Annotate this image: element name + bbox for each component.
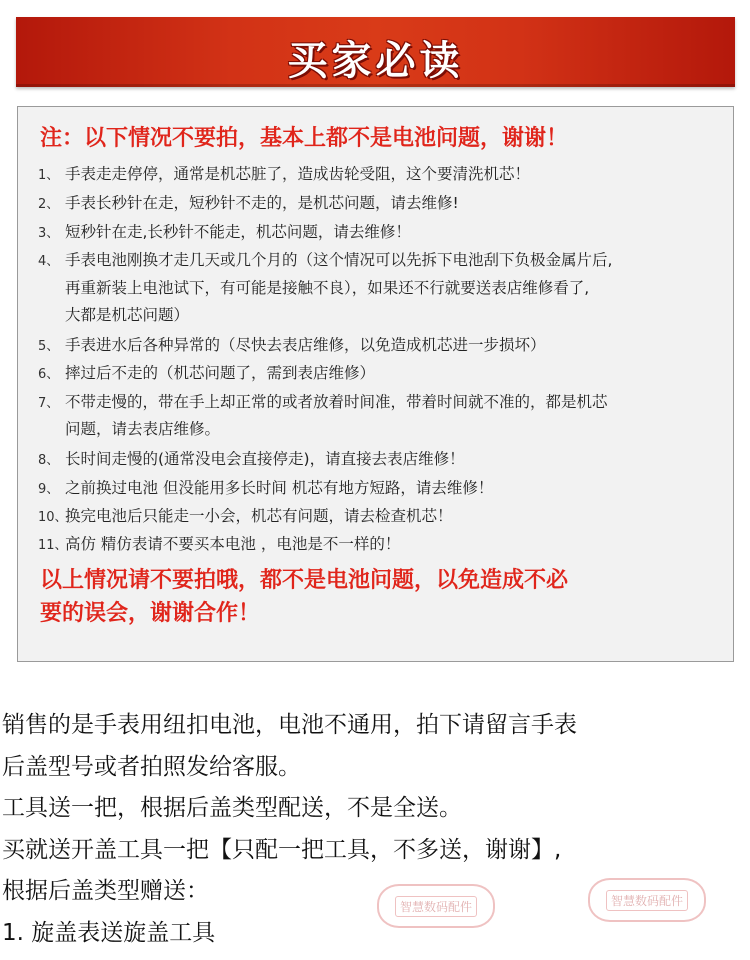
- list-item: [38, 220, 411, 242]
- item-number: 1、: [38, 168, 60, 183]
- item-text-continued: 大都是机芯问题）: [65, 306, 190, 324]
- list-item: [38, 504, 453, 526]
- watermark-stamp: [588, 878, 706, 922]
- notice-footer-line: 要的误会，谢谢合作！: [40, 601, 261, 626]
- title-banner: [16, 17, 735, 87]
- item-number: 7、: [38, 396, 60, 411]
- banner-title: 买家必读: [287, 38, 464, 84]
- list-item: [38, 532, 400, 554]
- list-item: [38, 361, 375, 383]
- item-number: 3、: [38, 226, 60, 241]
- item-text-continued: 再重新装上电池试下，有可能是接触不良），如果还不行就要送表店维修看了,: [65, 279, 590, 297]
- description-line: 1. 旋盖表送旋盖工具: [2, 920, 216, 946]
- item-text: 摔过后不走的（机芯问题了，需到表店维修）: [65, 364, 376, 382]
- list-item: [38, 333, 546, 355]
- item-text: 长时间走慢的(通常没电会直接停走)，请直接去表店维修！: [65, 450, 465, 468]
- item-number: 9、: [38, 482, 60, 497]
- item-text: 之前换过电池 但没能用多长时间 机芯有地方短路，请去维修！: [65, 479, 494, 497]
- item-text-continued: 问题，请去表店维修。: [65, 420, 221, 438]
- watermark-text: 智慧数码配件: [606, 890, 688, 911]
- description-line: 销售的是手表用纽扣电池，电池不通用，拍下请留言手表: [2, 712, 577, 738]
- item-number: 4、: [38, 254, 60, 269]
- notice-footer-line: 以上情况请不要拍哦，都不是电池问题，以免造成不必: [40, 568, 569, 593]
- item-number: 8、: [38, 453, 60, 468]
- item-number: 5、: [38, 339, 60, 354]
- item-number: 11、: [38, 538, 68, 553]
- item-number: 2、: [38, 197, 60, 212]
- item-text: 手表长秒针在走，短秒针不走的，是机芯问题，请去维修!: [65, 194, 459, 212]
- item-text: 手表走走停停，通常是机芯脏了，造成齿轮受阻，这个要清洗机芯！: [65, 165, 531, 183]
- list-item: [38, 390, 608, 412]
- description-line: 工具送一把，根据后盖类型配送，不是全送。: [2, 795, 462, 821]
- item-text: 手表电池刚换才走几天或几个月的（这个情况可以先拆下电池刮下负极金属片后,: [65, 251, 613, 269]
- list-item: [38, 447, 465, 469]
- item-text: 换完电池后只能走一小会，机芯有问题，请去检查机芯！: [65, 507, 453, 525]
- item-text: 手表进水后各种异常的（尽快去表店维修，以免造成机芯进一步损坏）: [65, 336, 546, 354]
- description-line: 买就送开盖工具一把【只配一把工具，不多送，谢谢】,: [2, 837, 562, 863]
- list-item: [38, 248, 612, 270]
- item-text: 不带走慢的，带在手上却正常的或者放着时间准，带着时间就不准的，都是机芯: [65, 393, 608, 411]
- watermark-text: 智慧数码配件: [395, 896, 477, 917]
- notice-heading: 注：以下情况不要拍，基本上都不是电池问题，谢谢！: [40, 126, 569, 151]
- list-item: [38, 476, 493, 498]
- watermark-stamp: [377, 884, 495, 928]
- notice-box: [17, 106, 734, 662]
- description-line: 后盖型号或者拍照发给客服。: [2, 754, 301, 780]
- item-number: 6、: [38, 367, 60, 382]
- description-line: 根据后盖类型赠送：: [2, 878, 209, 904]
- list-item: [38, 162, 530, 184]
- list-item: [38, 191, 459, 213]
- item-number: 10、: [38, 510, 68, 525]
- item-text: 短秒针在走,长秒针不能走，机芯问题，请去维修！: [65, 223, 411, 241]
- item-text: 高仿 精仿表请不要买本电池 ，电池是不一样的！: [65, 535, 401, 553]
